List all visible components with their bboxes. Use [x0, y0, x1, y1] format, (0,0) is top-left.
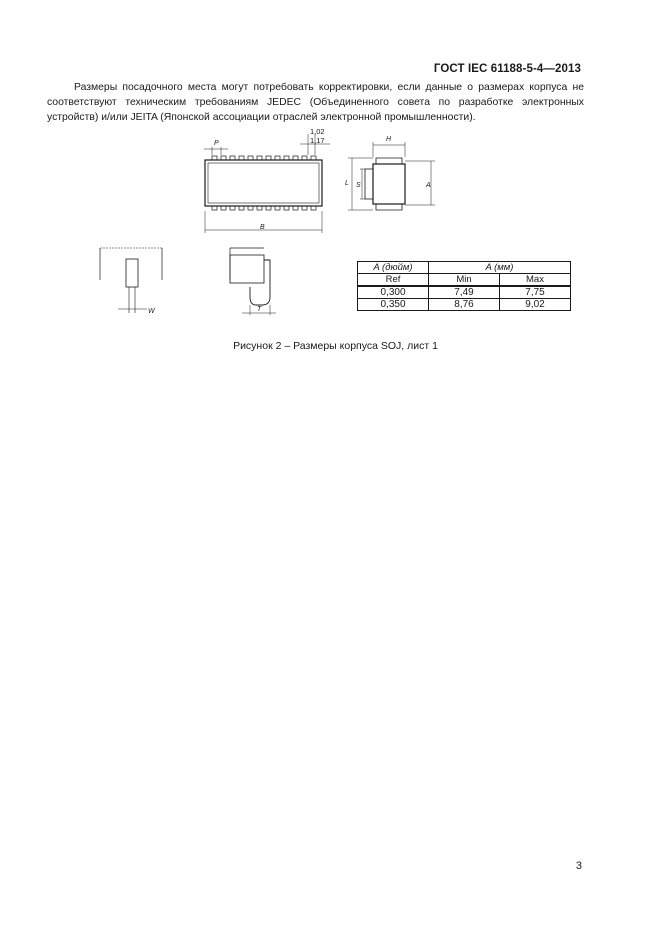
- body-paragraph: [47, 80, 584, 125]
- label-w: W: [148, 308, 155, 315]
- header-min: Min: [429, 274, 500, 287]
- label-a: A: [426, 182, 431, 189]
- paragraph-text: Размеры посадочного места могут потребовать корректировки, если данные о размерах корпуса не соответствуют техническим требованиям JEDEC (Объединенного совета по разработке электронных устройств) и/или JEITA (Японской ассоциации отраслей электронной промышленности).: [47, 82, 584, 123]
- cell-max: 9,02: [500, 299, 571, 311]
- dimensions-table: [357, 261, 571, 311]
- header-a-inch: A (дюйм): [358, 262, 429, 274]
- label-t: T: [257, 306, 262, 313]
- label-h: H: [386, 136, 392, 143]
- lead-detail-w-lead: [126, 259, 138, 287]
- package-body-side-view: [373, 164, 405, 204]
- cell-inch: 0,300: [358, 286, 429, 299]
- package-body-top-view: [205, 160, 322, 206]
- lead-detail-w-outline: [100, 248, 162, 280]
- side-lead-bottom: [376, 204, 402, 210]
- soj-package-figure: [90, 125, 580, 325]
- side-lead-top: [376, 158, 402, 164]
- label-1-17: 1,17: [310, 136, 325, 145]
- label-p: P: [214, 140, 219, 147]
- label-1-02: 1,02: [310, 127, 325, 136]
- figure-caption: Рисунок 2 – Размеры корпуса SOJ, лист 1: [233, 340, 438, 352]
- table-row: [358, 286, 571, 299]
- lead-detail-t-lead: [250, 260, 270, 305]
- dimensions-table-wrap: [357, 261, 571, 311]
- header-a-mm: A (мм): [429, 262, 571, 274]
- cell-max: 7,75: [500, 286, 571, 299]
- header-ref: Ref: [358, 274, 429, 287]
- cell-inch: 0,350: [358, 299, 429, 311]
- table-row: [358, 299, 571, 311]
- header-max: Max: [500, 274, 571, 287]
- document-id: ГОСТ IEC 61188-5-4—2013: [433, 63, 581, 75]
- label-l: L: [345, 180, 349, 187]
- lead-detail-t-outline: [230, 248, 264, 280]
- page-number: 3: [575, 860, 582, 872]
- bottom-leads: [212, 206, 316, 210]
- cell-min: 7,49: [429, 286, 500, 299]
- top-leads: [212, 156, 316, 160]
- label-s: S: [356, 182, 361, 189]
- package-body-inner: [208, 163, 319, 203]
- cell-min: 8,76: [429, 299, 500, 311]
- label-b: B: [260, 224, 265, 231]
